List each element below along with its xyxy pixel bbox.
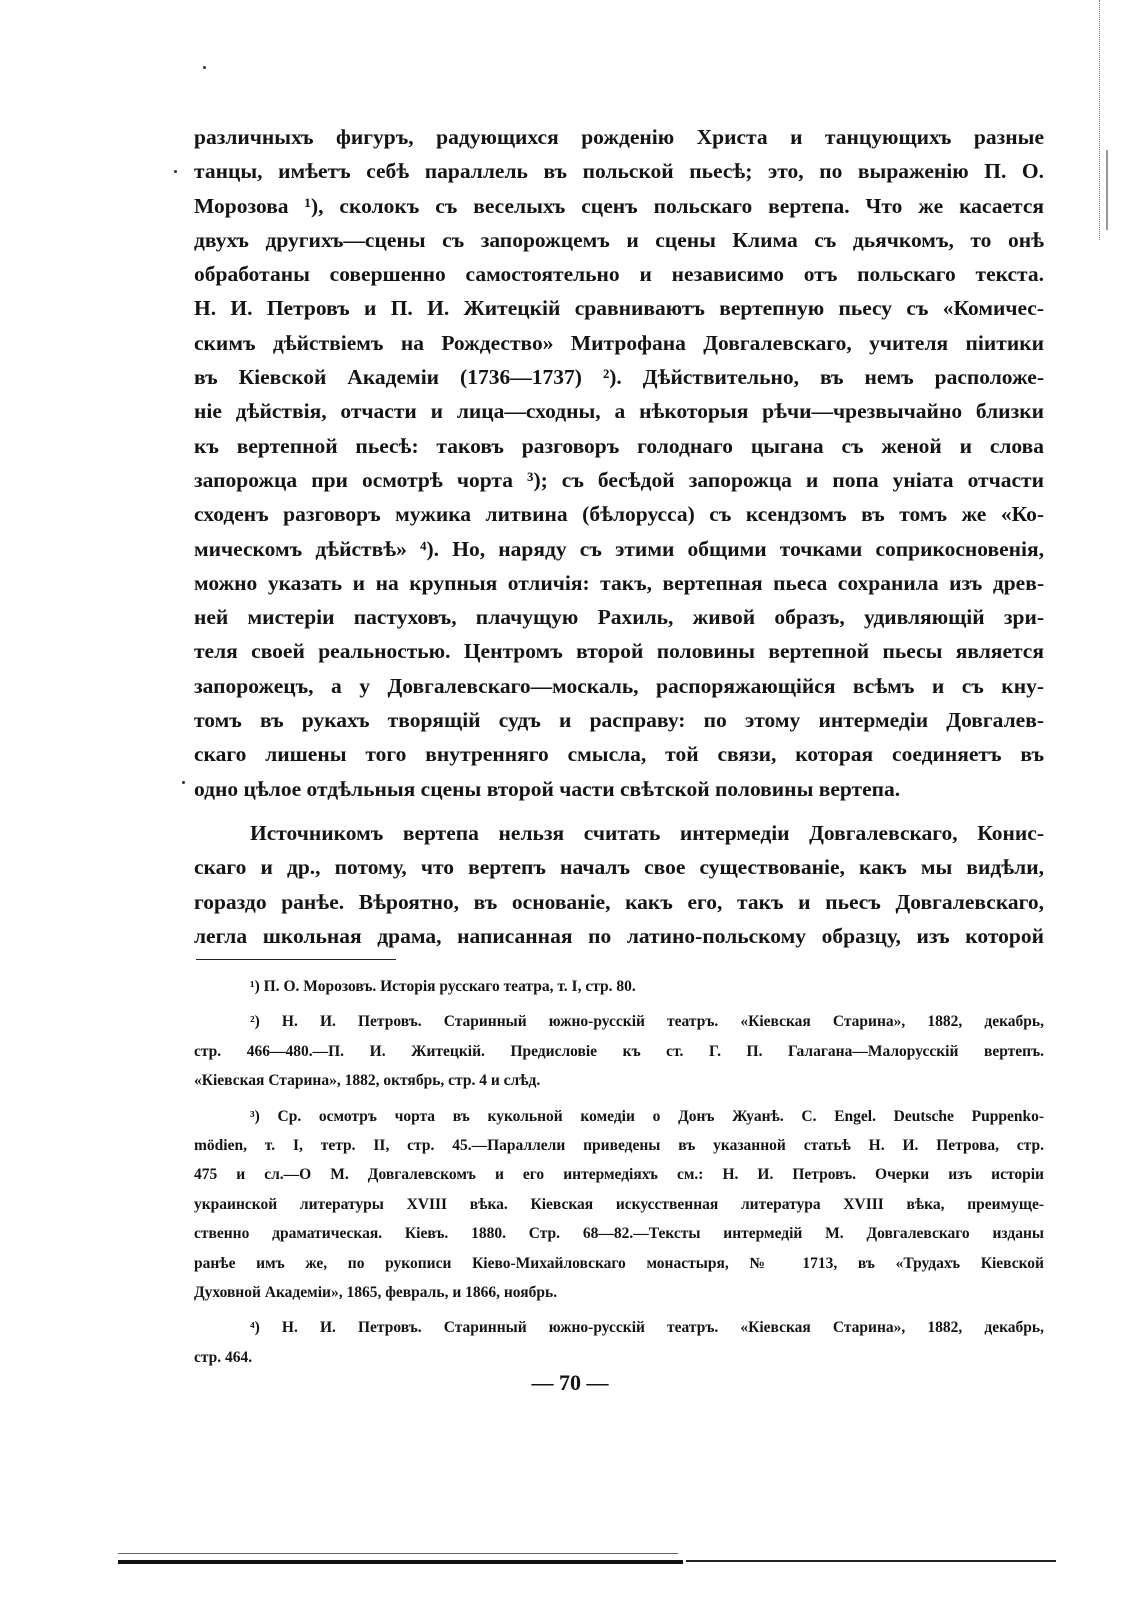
text-line: двухъ другихъ—сцены съ запорожцемъ и сцены Клима съ дьячкомъ, то онѣ [194, 227, 1044, 252]
text-line: томъ въ рукахъ творящій судъ и расправу: по этому интермедіи Довгалев- [194, 708, 1044, 733]
text-line: мическомъ дѣйствѣ» ⁴). Но, наряду съ этими общими точками соприкосновенія, [194, 536, 1044, 561]
text-line: скаго лишены того внутренняго смысла, той связи, которая соединяетъ въ [194, 742, 1044, 767]
text-line: запорожецъ, а у Довгалевскаго—москаль, распоряжающійся всѣмъ и съ кну- [194, 673, 1044, 698]
text-line: одно цѣлое отдѣльныя сцены второй части свѣтской половины вертепа. [194, 776, 901, 801]
text-line: ней мистеріи пастуховъ, плачущую Рахиль, живой образъ, удивляющій зри- [194, 605, 1044, 630]
footnote-line: ⁴) Н. И. Петровъ. Старинный южно-русскій театръ. «Кіевская Старина», 1882, декабрь, [250, 1319, 1044, 1337]
text-line: въ Кіевской Академіи (1736—1737) ²). Дѣйствительно, въ немъ расположе- [194, 365, 1044, 390]
text-line: обработаны совершенно самостоятельно и независимо отъ польскаго текста. [194, 262, 1044, 287]
footnote-line: «Кіевская Старина», 1882, октябрь, стр. 4 и слѣд. [194, 1072, 541, 1090]
page-edge-line [118, 1560, 683, 1564]
text-line: Н. И. Петровъ и П. И. Житецкій сравниваютъ вертепную пьесу съ «Комичес- [194, 296, 1044, 321]
margin-scan-artifact [1106, 150, 1108, 230]
footnote-line: ¹) П. О. Морозовъ. Исторія русскаго театра, т. I, стр. 80. [250, 978, 636, 995]
footnote-line: стр. 464. [194, 1348, 253, 1366]
text-line: сходенъ разговоръ мужика литвина (бѣлорусса) съ ксендзомъ въ томъ же «Ко- [194, 502, 1044, 527]
footnote-line: ранѣе имъ же, по рукописи Кіево-Михайловскаго монастыря, № 1713, въ «Трудахъ Кіевской [194, 1254, 1044, 1272]
page-edge-line [686, 1560, 1056, 1562]
text-line: танцы, имѣетъ себѣ параллель въ польской пьесѣ; это, по выраженію П. О. [194, 159, 1044, 184]
margin-scan-artifact [1099, 0, 1104, 240]
footnote-line: украинской литературы XVIII вѣка. Кіевская искусственная литература XVIII вѣка, преимуще- [194, 1195, 1044, 1213]
text-line: различныхъ фигуръ, радующихся рожденію Христа и танцующихъ разные [194, 125, 1044, 149]
text-line: Источникомъ вертепа нельзя считать интермедіи Довгалевскаго, Конис- [250, 820, 1044, 845]
footnote-line: ственно драматическая. Кіевъ. 1880. Стр. 68—82.—Тексты интермедій М. Довгалевскаго изданы [194, 1225, 1044, 1243]
scan-speck [174, 170, 177, 173]
footnote-line: ³) Ср. осмотръ чорта въ кукольной комедіи о Донъ Жуанѣ. C. Engel. Deutsche Puppenko- [250, 1107, 1044, 1125]
text-line: теля своей реальностью. Центромъ второй половины вертепной пьесы является [194, 639, 1044, 664]
footnote-line: 475 и сл.—О М. Довгалевскомъ и его интермедіяхъ см.: Н. И. Петровъ. Очерки изъ исторіи [194, 1166, 1044, 1184]
text-line: запорожца при осмотрѣ чорта ³); съ бесѣдой запорожца и попа уніата отчасти [194, 467, 1044, 492]
page-edge-shadow [118, 1553, 678, 1554]
text-line: скимъ дѣйствіемъ на Рождество» Митрофана Довгалевскаго, учителя піитики [194, 330, 1044, 355]
text-line: можно указать и на крупныя отличія: такъ, вертепная пьеса сохранила изъ древ- [194, 570, 1044, 595]
text-line: ніе дѣйствія, отчасти и лица—сходны, а нѣкоторыя рѣчи—чрезвычайно близки [194, 399, 1044, 424]
footnote-line: mödien, т. I, тетр. II, стр. 45.—Параллели приведены въ указанной статьѣ Н. И. Петрова, стр. [194, 1137, 1044, 1155]
footnote-line: ²) Н. И. Петровъ. Старинный южно-русскій театръ. «Кіевская Старина», 1882, декабрь, [250, 1013, 1044, 1031]
footnote-4 [194, 1313, 1044, 1372]
page-number: — 70 — [531, 1370, 609, 1395]
footnote-line: стр. 466—480.—П. И. Житецкій. Предисловіе къ ст. Г. П. Галагана—Малорусскій вертепъ. [194, 1042, 1044, 1060]
text-line: скаго и др., потому, что вертепъ началъ свое существованіе, какъ мы видѣли, [194, 855, 1044, 880]
scan-speck [182, 781, 185, 784]
text-line: легла школьная драма, написанная по латино-польскому образцу, изъ которой [194, 923, 1044, 948]
text-line: гораздо ранѣе. Вѣроятно, въ основаніе, какъ его, такъ и пьесъ Довгалевскаго, [194, 889, 1044, 914]
footnote-3 [194, 1102, 1044, 1308]
footnote-separator [196, 959, 396, 960]
main-text [194, 120, 1044, 953]
footnote-1 [194, 972, 1044, 1001]
text-line: Морозова ¹), сколокъ съ веселыхъ сценъ польскаго вертепа. Что же касается [194, 193, 1044, 218]
text-line: къ вертепной пьесѣ: таковъ разговоръ голоднаго цыгана съ женой и слова [194, 433, 1044, 458]
footnote-2 [194, 1007, 1044, 1095]
scan-speck [203, 66, 206, 69]
footnote-line: Духовной Академіи», 1865, февраль, и 1866, ноябрь. [194, 1284, 558, 1302]
footnotes [194, 972, 1044, 1378]
